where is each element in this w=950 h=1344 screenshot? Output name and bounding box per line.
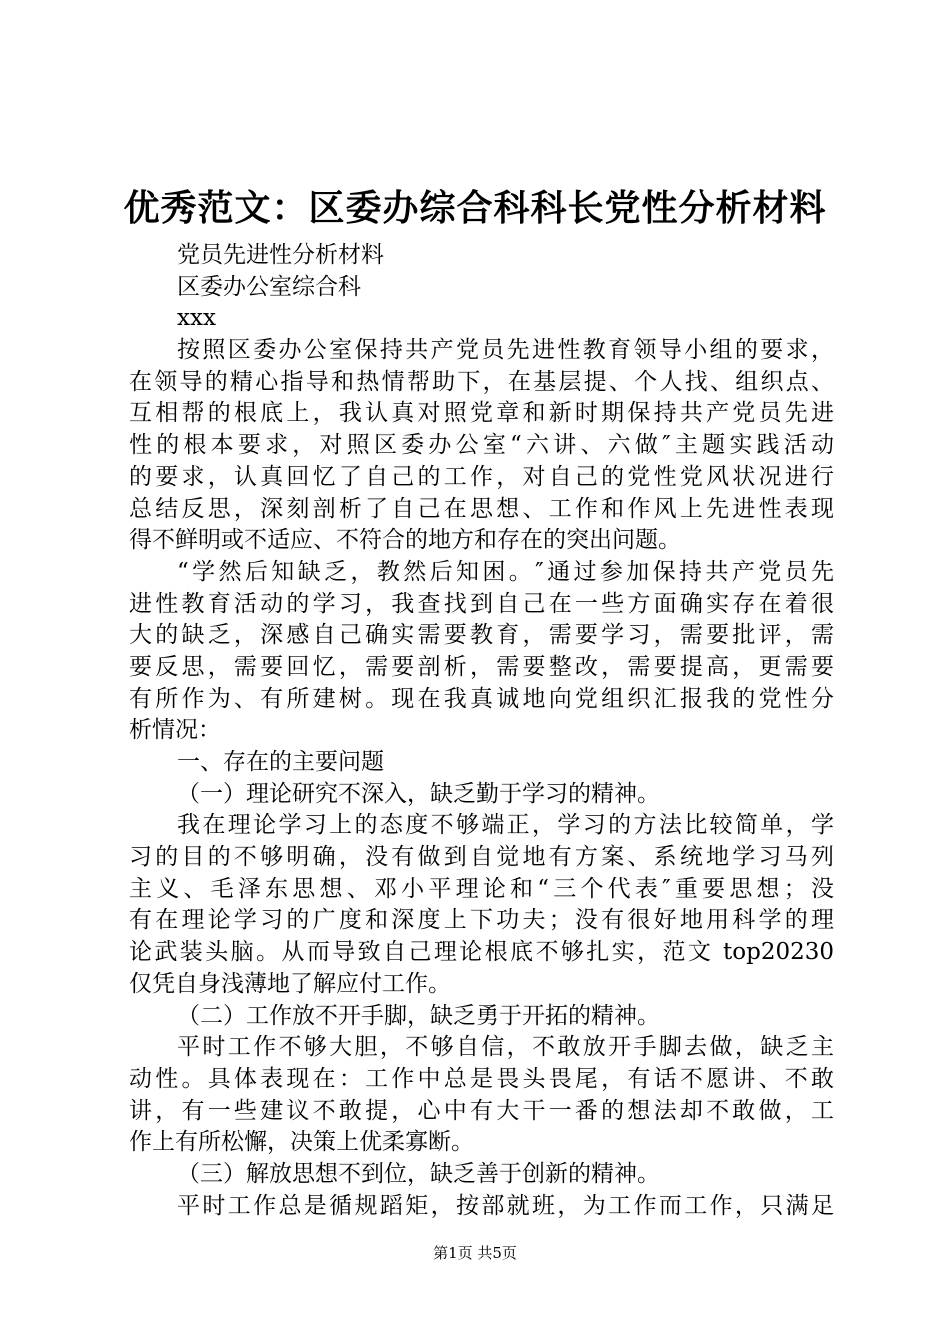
text-line: 讲，有一些建议不敢提，心中有大干一番的想法却不敢做，工 [129,1097,834,1124]
text-line: 性的根本要求，对照区委办公室“六讲、六做″主题实践活动 [129,432,834,459]
text-line: （三）解放思想不到位，缺乏善于创新的精神。 [177,1160,660,1187]
document-title: 优秀范文：区委办综合科科长党性分析材料 [123,187,827,229]
text-line: xxx [177,305,216,332]
text-line: 平时工作不够大胆，不够自信，不敢放开手脚去做，缺乏主 [177,1034,834,1061]
text-line: （二）工作放不开手脚，缺乏勇于开拓的精神。 [177,1002,660,1029]
text-line: （一）理论研究不深入，缺乏勤于学习的精神。 [177,780,660,807]
text-line: 动性。具体表现在：工作中总是畏头畏尾，有话不愿讲、不敢 [129,1065,834,1092]
text-line: 互相帮的根底上，我认真对照党章和新时期保持共产党员先进 [129,400,834,427]
text-line: 要反思，需要回忆，需要剖析，需要整改，需要提高，更需要 [129,653,834,680]
text-line: 作上有所松懈，决策上优柔寡断。 [129,1129,474,1156]
text-line: 有所作为、有所建树。现在我真诚地向党组织汇报我的党性分 [129,685,834,712]
text-line: 区委办公室综合科 [177,273,361,300]
text-line: “学然后知缺乏，教然后知困。″通过参加保持共产党员先 [177,558,834,585]
text-line: 平时工作总是循规蹈矩，按部就班，为工作而工作，只满足 [177,1192,834,1219]
text-line: 总结反思，深刻剖析了自己在思想、工作和作风上先进性表现 [129,495,834,522]
text-line: 有在理论学习的广度和深度上下功夫；没有很好地用科学的理 [129,907,834,934]
text-line: 一、存在的主要问题 [177,749,384,775]
page-footer: 第1页 共5页 [433,1244,517,1262]
text-line: 习的目的不够明确，没有做到自觉地有方案、系统地学习马列 [129,844,834,871]
text-line: 我在理论学习上的态度不够端正，学习的方法比较简单，学 [177,812,834,839]
text-line: 析情况： [129,717,221,744]
text-line: 进性教育活动的学习，我查找到自己在一些方面确实存在着很 [129,590,834,617]
text-line: 论武装头脑。从而导致自己理论根底不够扎实，范文 top20230 [129,939,834,966]
text-line: 的要求，认真回忆了自己的工作，对自己的党性党风状况进行 [129,463,834,490]
text-line: 得不鲜明或不适应、不符合的地方和存在的突出问题。 [129,527,681,554]
document-body [129,240,834,1222]
text-line: 按照区委办公室保持共产党员先进性教育领导小组的要求， [177,337,834,364]
text-line: 党员先进性分析材料 [177,242,384,268]
text-line: 大的缺乏，深感自己确实需要教育，需要学习，需要批评，需 [129,622,834,649]
text-line: 主义、毛泽东思想、邓小平理论和“三个代表″重要思想；没 [129,875,834,902]
text-line: 仅凭自身浅薄地了解应付工作。 [129,970,451,997]
text-line: 在领导的精心指导和热情帮助下，在基层提、个人找、组织点、 [129,368,834,395]
